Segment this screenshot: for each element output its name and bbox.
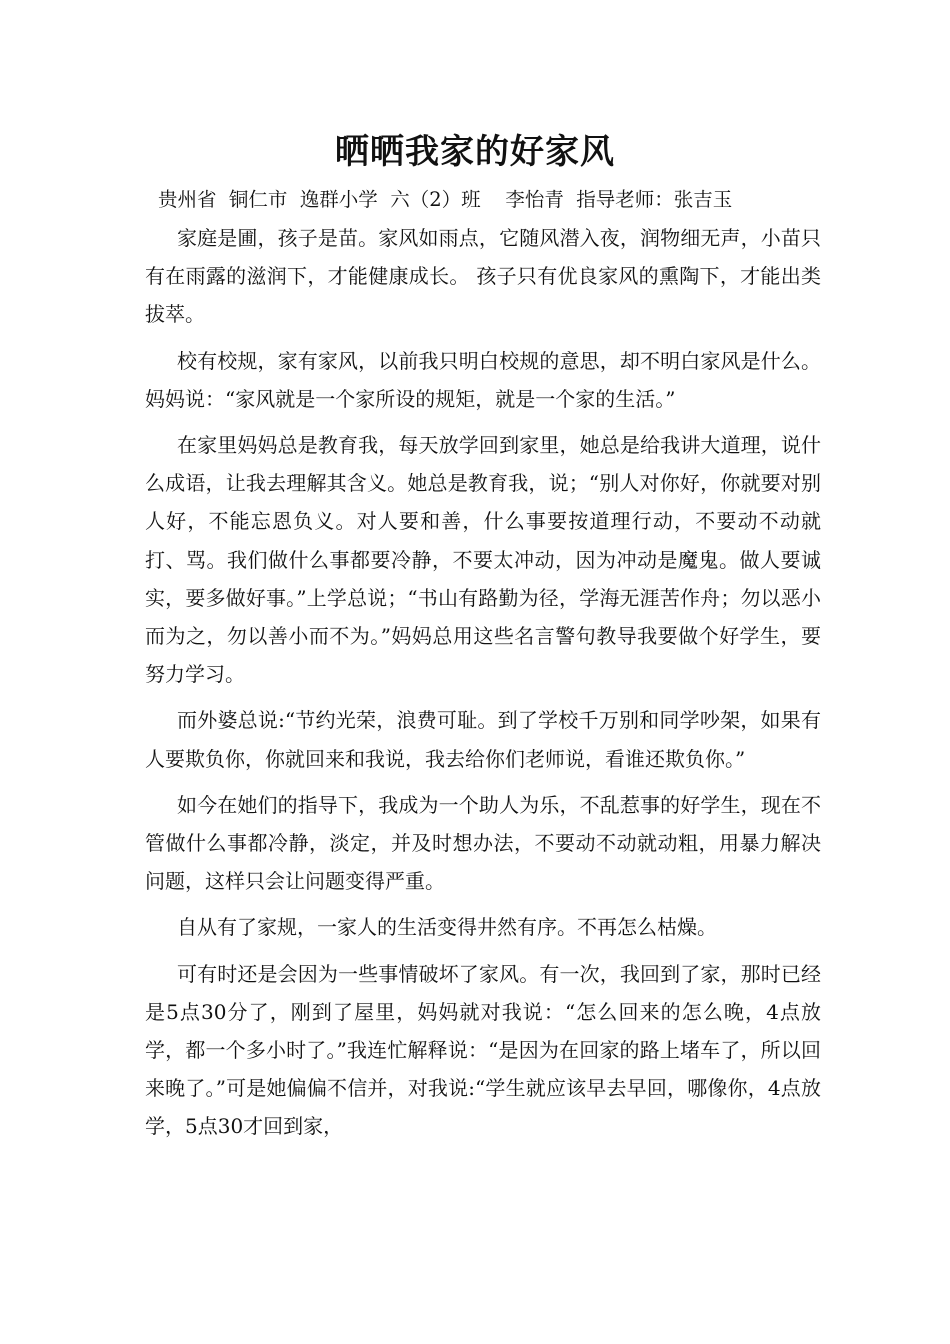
paragraph-2: 校有校规，家有家风，以前我只明白校规的意思，却不明白家风是什么。妈妈说：“家风就是一个家所设的规矩，就是一个家的生活。”: [145, 348, 821, 411]
paragraph-1: 家庭是圃，孩子是苗。家风如雨点，它随风潜入夜，润物细无声，小苗只有在雨露的滋润下，才能健康成长。 孩子只有优良家风的熏陶下，才能出类拔萃。: [145, 226, 821, 327]
author-byline: 贵州省 铜仁市 逸群小学 六（2）班 李怡青 指导老师：张吉玉: [158, 188, 733, 211]
paragraph-3: 在家里妈妈总是教育我，每天放学回到家里，她总是给我讲大道理，说什么成语，让我去理解其含义。她总是教育我，说；“别人对你好，你就要对别人好，不能忘恩负义。对人要和善，什么事要按道理行动，不要动不动就打、骂。我们做什么事都要冷静，不要太冲动，因为冲动是魔鬼。做人要诚实，要多做好事。”上学总说；“书山有路勤为径，学海无涯苦作舟；勿以恶小而为之，勿以善小而不为。”妈妈总用这些名言警句教导我要做个好学生，要努力学习。: [145, 433, 821, 687]
paragraph-6: 自从有了家规，一家人的生活变得井然有序。不再怎么枯燥。: [177, 915, 717, 940]
document-body: [145, 219, 821, 1146]
paragraph-5: 如今在她们的指导下，我成为一个助人为乐，不乱惹事的好学生，现在不管做什么事都冷静，淡定，并及时想办法，不要动不动就动粗，用暴力解决问题，这样只会让问题变得严重。: [145, 792, 821, 894]
paragraph-4: 而外婆总说:“节约光荣，浪费可耻。到了学校千万别和同学吵架，如果有人要欺负你，你就回来和我说，我去给你们老师说，看谁还欺负你。”: [145, 708, 821, 771]
paragraph-7: 可有时还是会因为一些事情破坏了家风。有一次，我回到了家，那时已经是5点30分了，刚到了屋里，妈妈就对我说：“怎么回来的怎么晚，4点放学，都一个多小时了。”我连忙解释说：“是因为在回家的路上堵车了，所以回来晚了。”可是她偏偏不信并，对我说:“学生就应该早去早回，哪像你，4点放学，5点30才回到家，: [145, 961, 821, 1139]
document-title: 晒晒我家的好家风: [335, 132, 615, 172]
